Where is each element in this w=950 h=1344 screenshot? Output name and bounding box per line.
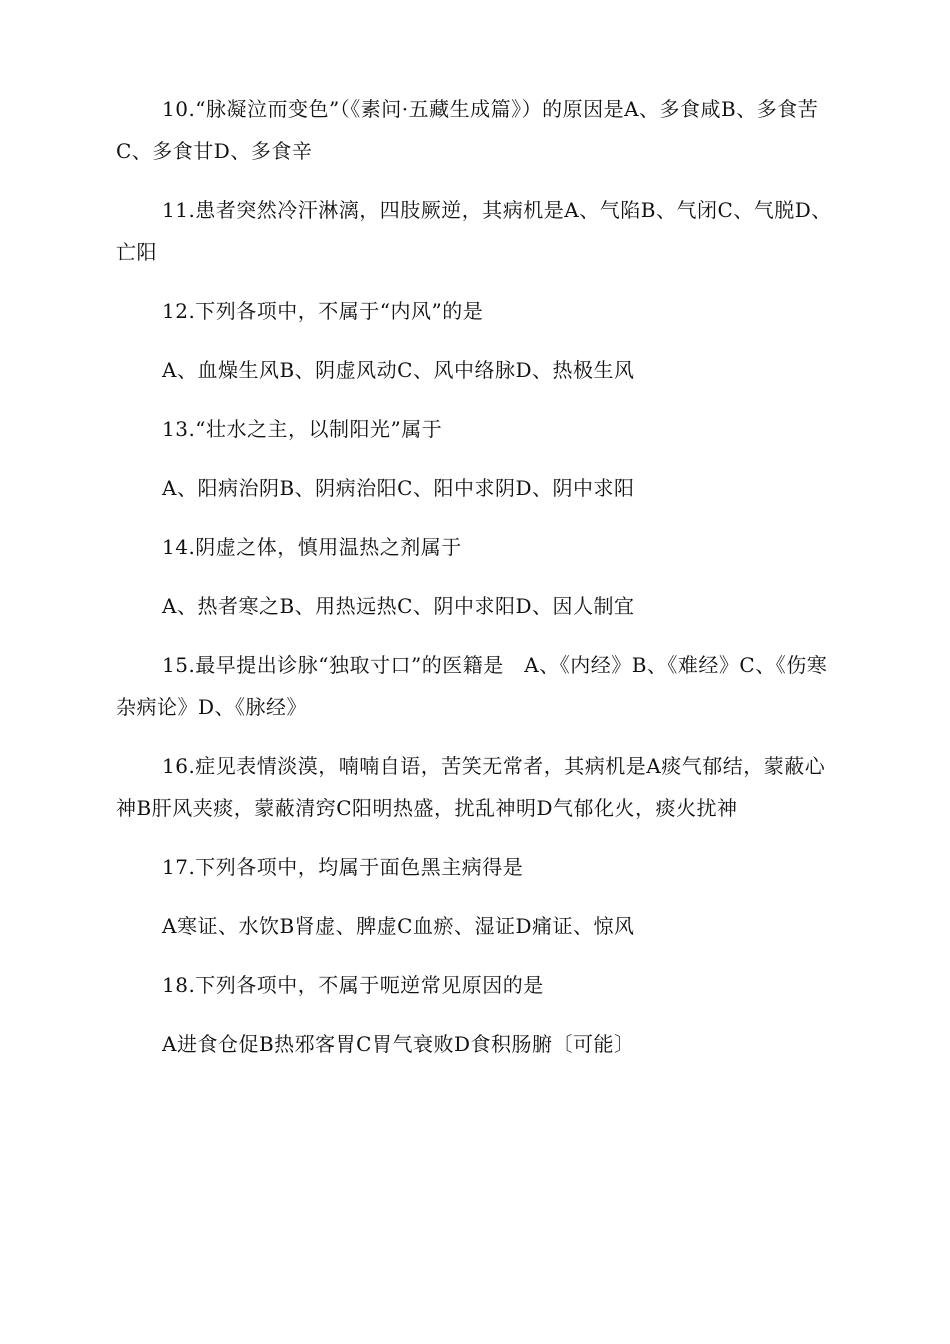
question-13: 13.“壮水之主，以制阳光”属于	[162, 417, 443, 441]
question-14-options: A、热者寒之B、用热远热C、阴中求阳D、因人制宜	[162, 594, 635, 618]
question-10: 10.“脉凝泣而变色”（《素问·五藏生成篇》）的原因是A、多食咸B、多食苦C、多食甘D、多食辛	[116, 97, 819, 163]
question-11: 11.患者突然冷汗淋漓，四肢厥逆，其病机是A、气陷B、气闭C、气脱D、亡阳	[116, 198, 832, 264]
question-12-options: A、血燥生风B、阴虚风动C、风中络脉D、热极生风	[162, 358, 635, 382]
question-15: 15.最早提出诊脉“独取寸口”的医籍是 A、《内经》B、《难经》C、《伤寒杂病论》D、《脉经》	[116, 653, 828, 719]
question-18: 18.下列各项中，不属于呃逆常见原因的是	[162, 973, 544, 997]
question-14: 14.阴虚之体，慎用温热之剂属于	[162, 535, 462, 559]
question-18-options: A进食仓促B热邪客胃C胃气衰败D食积肠腑〔可能〕	[162, 1032, 635, 1056]
question-17-options: A寒证、水饮B肾虚、脾虚C血瘀、湿证D痛证、惊风	[162, 914, 635, 938]
question-17: 17.下列各项中，均属于面色黑主病得是	[162, 855, 524, 879]
question-12: 12.下列各项中，不属于“内风”的是	[162, 299, 484, 323]
question-13-options: A、阳病治阴B、阴病治阳C、阳中求阴D、阴中求阳	[162, 476, 635, 500]
question-16: 16.症见表情淡漠，喃喃自语，苦笑无常者，其病机是A痰气郁结，蒙蔽心神B肝风夹痰，蒙蔽清窍C阳明热盛，扰乱神明D气郁化火，痰火扰神	[116, 754, 826, 820]
